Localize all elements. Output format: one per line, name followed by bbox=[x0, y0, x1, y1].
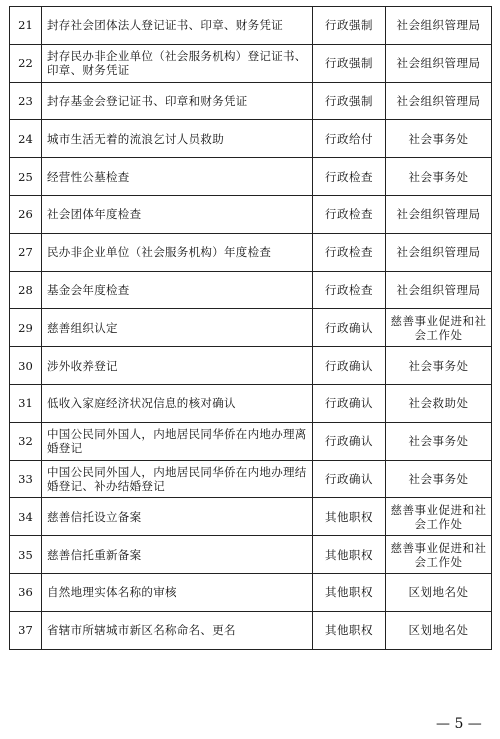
power-type-cell: 行政检查 bbox=[313, 233, 386, 271]
power-type-cell: 其他职权 bbox=[313, 573, 386, 611]
item-name-cell: 慈善信托重新备案 bbox=[42, 536, 313, 574]
row-number-cell: 23 bbox=[10, 82, 42, 120]
item-name-cell: 中国公民同外国人，内地居民同华侨在内地办理结婚登记、补办结婚登记 bbox=[42, 460, 313, 498]
power-type-cell: 行政确认 bbox=[313, 347, 386, 385]
row-number-cell: 37 bbox=[10, 611, 42, 649]
table-row bbox=[10, 233, 492, 271]
item-name-cell: 封存社会团体法人登记证书、印章、财务凭证 bbox=[42, 7, 313, 45]
item-name-cell: 社会团体年度检查 bbox=[42, 195, 313, 233]
table-body bbox=[10, 7, 492, 650]
power-type-cell: 其他职权 bbox=[313, 611, 386, 649]
row-number-cell: 30 bbox=[10, 347, 42, 385]
table-row bbox=[10, 7, 492, 45]
row-number-cell: 27 bbox=[10, 233, 42, 271]
row-number-cell: 34 bbox=[10, 498, 42, 536]
page-number: — 5 — bbox=[436, 716, 482, 732]
power-type-cell: 行政强制 bbox=[313, 7, 386, 45]
row-number-cell: 35 bbox=[10, 536, 42, 574]
power-type-cell: 行政检查 bbox=[313, 195, 386, 233]
power-type-cell: 行政确认 bbox=[313, 384, 386, 422]
department-cell: 社会事务处 bbox=[386, 347, 492, 385]
department-cell: 社会事务处 bbox=[386, 120, 492, 158]
table-row bbox=[10, 195, 492, 233]
power-type-cell: 行政确认 bbox=[313, 309, 386, 347]
department-cell: 社会组织管理局 bbox=[386, 271, 492, 309]
table-row bbox=[10, 347, 492, 385]
table-row bbox=[10, 460, 492, 498]
power-type-cell: 行政强制 bbox=[313, 44, 386, 82]
item-name-cell: 涉外收养登记 bbox=[42, 347, 313, 385]
table-row bbox=[10, 573, 492, 611]
item-name-cell: 省辖市所辖城市新区名称命名、更名 bbox=[42, 611, 313, 649]
department-cell: 社会救助处 bbox=[386, 384, 492, 422]
department-cell: 社会组织管理局 bbox=[386, 195, 492, 233]
row-number-cell: 28 bbox=[10, 271, 42, 309]
item-name-cell: 慈善组织认定 bbox=[42, 309, 313, 347]
item-name-cell: 基金会年度检查 bbox=[42, 271, 313, 309]
power-type-cell: 行政给付 bbox=[313, 120, 386, 158]
power-type-cell: 行政检查 bbox=[313, 271, 386, 309]
power-type-cell: 行政确认 bbox=[313, 460, 386, 498]
row-number-cell: 24 bbox=[10, 120, 42, 158]
power-type-cell: 行政确认 bbox=[313, 422, 386, 460]
row-number-cell: 25 bbox=[10, 158, 42, 196]
table-row bbox=[10, 498, 492, 536]
department-cell: 社会事务处 bbox=[386, 460, 492, 498]
row-number-cell: 31 bbox=[10, 384, 42, 422]
power-type-cell: 行政检查 bbox=[313, 158, 386, 196]
department-cell: 区划地名处 bbox=[386, 611, 492, 649]
table-row bbox=[10, 536, 492, 574]
department-cell: 社会组织管理局 bbox=[386, 7, 492, 45]
power-type-cell: 其他职权 bbox=[313, 536, 386, 574]
row-number-cell: 32 bbox=[10, 422, 42, 460]
item-name-cell: 中国公民同外国人，内地居民同华侨在内地办理离婚登记 bbox=[42, 422, 313, 460]
row-number-cell: 22 bbox=[10, 44, 42, 82]
department-cell: 慈善事业促进和社会工作处 bbox=[386, 536, 492, 574]
power-type-cell: 行政强制 bbox=[313, 82, 386, 120]
department-cell: 社会事务处 bbox=[386, 422, 492, 460]
row-number-cell: 33 bbox=[10, 460, 42, 498]
row-number-cell: 26 bbox=[10, 195, 42, 233]
power-list-table bbox=[9, 6, 492, 650]
table-row bbox=[10, 384, 492, 422]
power-type-cell: 其他职权 bbox=[313, 498, 386, 536]
department-cell: 社会组织管理局 bbox=[386, 82, 492, 120]
item-name-cell: 封存基金会登记证书、印章和财务凭证 bbox=[42, 82, 313, 120]
department-cell: 社会事务处 bbox=[386, 158, 492, 196]
row-number-cell: 29 bbox=[10, 309, 42, 347]
table-row bbox=[10, 611, 492, 649]
item-name-cell: 慈善信托设立备案 bbox=[42, 498, 313, 536]
item-name-cell: 低收入家庭经济状况信息的核对确认 bbox=[42, 384, 313, 422]
table-row bbox=[10, 271, 492, 309]
item-name-cell: 经营性公墓检查 bbox=[42, 158, 313, 196]
department-cell: 社会组织管理局 bbox=[386, 233, 492, 271]
table-row bbox=[10, 158, 492, 196]
item-name-cell: 城市生活无着的流浪乞讨人员救助 bbox=[42, 120, 313, 158]
department-cell: 慈善事业促进和社会工作处 bbox=[386, 498, 492, 536]
row-number-cell: 36 bbox=[10, 573, 42, 611]
table-row bbox=[10, 422, 492, 460]
department-cell: 区划地名处 bbox=[386, 573, 492, 611]
table-row bbox=[10, 44, 492, 82]
item-name-cell: 封存民办非企业单位（社会服务机构）登记证书、印章、财务凭证 bbox=[42, 44, 313, 82]
item-name-cell: 民办非企业单位（社会服务机构）年度检查 bbox=[42, 233, 313, 271]
department-cell: 慈善事业促进和社会工作处 bbox=[386, 309, 492, 347]
table-row bbox=[10, 309, 492, 347]
table-row bbox=[10, 120, 492, 158]
item-name-cell: 自然地理实体名称的审核 bbox=[42, 573, 313, 611]
row-number-cell: 21 bbox=[10, 7, 42, 45]
department-cell: 社会组织管理局 bbox=[386, 44, 492, 82]
table-row bbox=[10, 82, 492, 120]
